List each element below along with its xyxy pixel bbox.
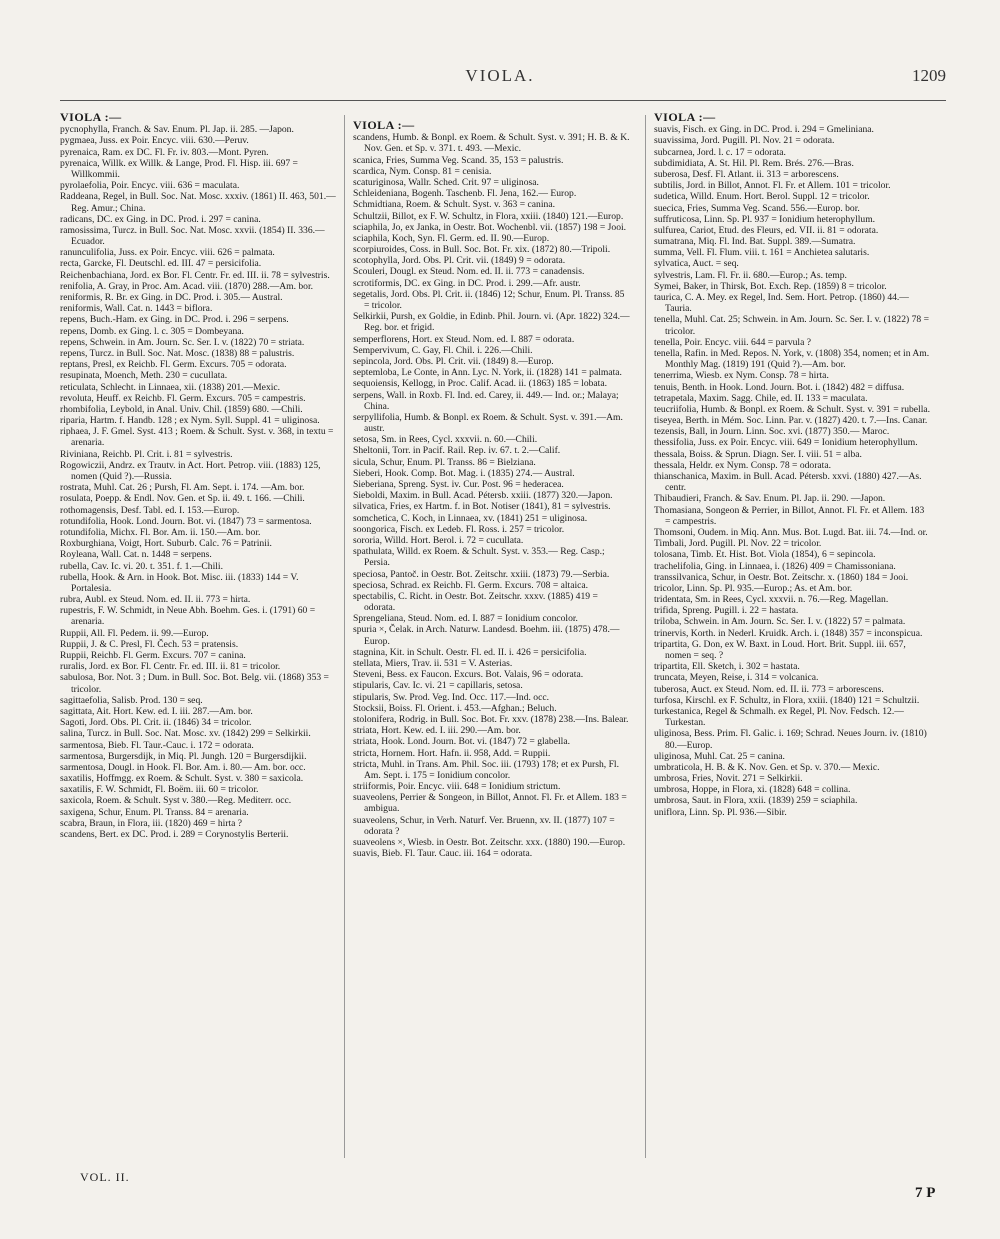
index-entry: reticulata, Schlecht. in Linnaea, xii. (1838) 201.—Mexic. bbox=[60, 381, 281, 393]
index-entry: tenerrima, Wiesb. ex Nym. Consp. 78 = hirta. bbox=[654, 370, 829, 382]
index-entry: rostrata, Muhl. Cat. 26 ; Pursh, Fl. Am. Sept. i. 174. —Am. bor. bbox=[60, 482, 305, 494]
index-entry: stipularis, Sw. Prod. Veg. Ind. Occ. 117.—Ind. occ. bbox=[353, 691, 550, 703]
index-entry: scandens, Humb. & Bonpl. ex Roem. & Schult. Syst. v. 391; H. B. & K. Nov. Gen. et Sp. v. 371. t. 493. —Mexic. bbox=[353, 132, 630, 155]
index-entry: Thomasiana, Songeon & Perrier, in Billot, Annot. Fl. Fr. et Allem. 183 = campestris. bbox=[654, 504, 925, 527]
index-entry: suavis, Fisch. ex Ging. in DC. Prod. i. 294 = Gmeliniana. bbox=[654, 124, 874, 136]
index-entry: Raddeana, Regel, in Bull. Soc. Nat. Mosc. xxxiv. (1861) II. 463, 501.—Reg. Amur.; China. bbox=[60, 191, 336, 214]
index-entry: sicula, Schur, Enum. Pl. Transs. 86 = Bielziana. bbox=[353, 456, 536, 468]
index-entry: sulfurea, Cariot, Etud. des Fleurs, ed. VII. ii. 81 = odorata. bbox=[654, 224, 879, 236]
index-entry: rupestris, F. W. Schmidt, in Neue Abh. Boehm. Ges. i. (1791) 60 = arenaria. bbox=[60, 605, 316, 628]
index-entry: umbrosa, Fries, Novit. 271 = Selkirkii. bbox=[654, 773, 803, 785]
index-entry: soongorica, Fisch. ex Ledeb. Fl. Ross. i. 257 = tricolor. bbox=[353, 523, 565, 535]
index-entry: sudetica, Willd. Enum. Hort. Berol. Suppl. 12 = tricolor. bbox=[654, 191, 870, 203]
index-entry: sagittata, Ait. Hort. Kew. ed. I. iii. 287.—Am. bor. bbox=[60, 705, 253, 717]
index-entry: speciosa, Pantoč. in Oestr. Bot. Zeitschr. xxiii. (1873) 79.—Serbia. bbox=[353, 568, 610, 580]
index-entry: uliginosa, Bess. Prim. Fl. Galic. i. 169; Schrad. Neues Journ. iv. (1810) 80.—Europ. bbox=[654, 728, 927, 751]
index-entry: reniformis, Wall. Cat. n. 1443 = biflora. bbox=[60, 303, 213, 315]
index-entry: sepincola, Jord. Obs. Pl. Crit. vii. (1849) 8.—Europ. bbox=[353, 355, 554, 367]
running-header bbox=[0, 66, 1000, 90]
index-entry: sabulosa, Bor. Not. 3 ; Dum. in Bull. Soc. Bot. Belg. vii. (1868) 353 = tricolor. bbox=[60, 672, 329, 695]
index-entry: trifida, Spreng. Pugill. i. 22 = hastata. bbox=[654, 605, 799, 617]
index-entry: thianschanica, Maxim. in Bull. Acad. Pétersb. xxvi. (1880) 427.—As. centr. bbox=[654, 471, 922, 494]
index-entry: saxatilis, Hoffmgg. ex Roem. & Schult. Syst. v. 380 = saxicola. bbox=[60, 773, 304, 785]
index-entry: subcarnea, Jord. l. c. 17 = odorata. bbox=[654, 146, 786, 158]
index-entry: uniflora, Linn. Sp. Pl. 936.—Sibir. bbox=[654, 806, 787, 818]
index-entry: ruralis, Jord. ex Bor. Fl. Centr. Fr. ed. III. ii. 81 = tricolor. bbox=[60, 661, 281, 673]
index-entry: tenella, Rafin. in Med. Repos. N. York, v. (1808) 354, nomen; et in Am. Monthly Mag. (1819) 191 (Quid ?).—Am. bor. bbox=[654, 347, 930, 371]
index-entry: salina, Turcz. in Bull. Soc. Nat. Mosc. xv. (1842) 299 = Selkirkii. bbox=[60, 728, 311, 740]
index-entry: Stocksii, Boiss. Fl. Orient. i. 453.—Afghan.; Beluch. bbox=[353, 702, 557, 714]
index-entry: reniformis, R. Br. ex Ging. in DC. Prod. i. 305.— Austral. bbox=[60, 292, 283, 303]
index-entry: triloba, Schwein. in Am. Journ. Sc. Ser. I. v. (1822) 57 = palmata. bbox=[654, 616, 906, 628]
index-entry: sororia, Willd. Hort. Berol. i. 72 = cucullata. bbox=[353, 534, 524, 546]
index-entry: saxatilis, F. W. Schmidt, Fl. Boëm. iii. 60 = tricolor. bbox=[60, 784, 259, 796]
index-entry: umbrosa, Saut. in Flora, xxii. (1839) 259 = sciaphila. bbox=[654, 795, 858, 807]
index-entry: tenella, Poir. Encyc. viii. 644 = parvula ? bbox=[654, 336, 812, 348]
index-entry: thessala, Heldr. ex Nym. Consp. 78 = odorata. bbox=[654, 459, 832, 471]
index-entry: trachelifolia, Ging. in Linnaea, i. (1826) 409 = Chamissoniana. bbox=[654, 560, 896, 572]
column-heading: VIOLA :— bbox=[60, 110, 122, 124]
index-entry: sarmentosa, Burgersdijk, in Miq. Pl. Jungh. 120 = Burgersdijkii. bbox=[60, 750, 307, 762]
index-entry: Riviniana, Reichb. Pl. Crit. i. 81 = sylvestris. bbox=[60, 448, 233, 460]
index-entry: spuria ×, Čelak. in Arch. Naturw. Landesd. Boehm. iii. (1875) 478.—Europ. bbox=[353, 624, 620, 647]
index-entry: Selkirkii, Pursh, ex Goldie, in Edinb. Phil. Journ. vi. (Apr. 1822) 324.—Reg. bor. et frigid. bbox=[353, 311, 630, 334]
column-divider bbox=[344, 115, 345, 1158]
index-entry: saxigena, Schur, Enum. Pl. Transs. 84 = arenaria. bbox=[60, 806, 249, 818]
index-entry: pygmaea, Juss. ex Poir. Encyc. viii. 630.—Peruv. bbox=[60, 135, 249, 147]
index-entry: suaveolens, Perrier & Songeon, in Billot, Annot. Fl. Fr. et Allem. 183 = ambigua. bbox=[353, 792, 627, 815]
header-rule bbox=[60, 100, 946, 101]
index-entry: serpens, Wall. in Roxb. Fl. Ind. ed. Carey, ii. 449.— Ind. or.; Malaya; China. bbox=[353, 389, 619, 412]
index-entry: repens, Buch.-Ham. ex Ging. in DC. Prod. i. 296 = serpens. bbox=[60, 314, 289, 326]
index-entry: tiseyea, Berth. in Mém. Soc. Linn. Par. v. (1827) 420. t. 7.—Ins. Canar. bbox=[654, 415, 928, 427]
index-entry: Ruppii, Reichb. Fl. Germ. Excurs. 707 = canina. bbox=[60, 650, 246, 661]
index-entry: radicans, DC. ex Ging. in DC. Prod. i. 297 = canina. bbox=[60, 213, 261, 225]
index-entry: Sprengeliana, Steud. Nom. ed. I. 887 = Ionidium concolor. bbox=[353, 613, 578, 625]
index-entry: scotophylla, Jord. Obs. Pl. Crit. vii. (1849) 9 = odorata. bbox=[353, 255, 566, 267]
index-entry: turfosa, Kirschl. ex F. Schultz, in Flora, xxiii. (1840) 121 = Schultzii. bbox=[654, 694, 920, 706]
column-1 bbox=[60, 112, 338, 840]
index-entry: segetalis, Jord. Obs. Pl. Crit. ii. (1846) 12; Schur, Enum. Pl. Transs. 85 = tricolor. bbox=[353, 288, 625, 311]
index-entry: Roxburghiana, Voigt, Hort. Suburb. Calc. 76 = Patrinii. bbox=[60, 538, 272, 550]
index-entry: rotundifolia, Michx. Fl. Bor. Am. ii. 150.—Am. bor. bbox=[60, 526, 261, 538]
column-heading: VIOLA :— bbox=[353, 118, 415, 132]
index-entry: scanica, Fries, Summa Veg. Scand. 35, 153 = palustris. bbox=[353, 154, 564, 166]
index-entry: septemloba, Le Conte, in Ann. Lyc. N. York, ii. (1828) 141 = palmata. bbox=[353, 367, 622, 379]
index-entry: ramosissima, Turcz. in Bull. Soc. Nat. Mosc. xxvii. (1854) II. 336.—Ecuador. bbox=[60, 224, 325, 248]
index-entry: recta, Garcke, Fl. Deutschl. ed. III. 47 = persicifolia. bbox=[60, 258, 262, 270]
index-entry: tridentata, Sm. in Rees, Cycl. xxxvii. n. 76.—Reg. Magellan. bbox=[654, 594, 889, 606]
index-entry: Ruppii, All. Fl. Pedem. ii. 99.—Europ. bbox=[60, 627, 209, 639]
index-entry: Thomsoni, Oudem. in Miq. Ann. Mus. Bot. Lugd. Bat. iii. 74.—Ind. or. bbox=[654, 526, 928, 538]
index-entry: scardica, Nym. Consp. 81 = cenisia. bbox=[353, 165, 492, 177]
index-entry: riparia, Hartm. f. Handb. 128 ; ex Nym. Syll. Suppl. 41 = uliginosa. bbox=[60, 415, 320, 427]
index-entry: Sieberi, Hook. Comp. Bot. Mag. i. (1835) 274.— Austral. bbox=[353, 467, 575, 479]
page-number: 1209 bbox=[912, 66, 946, 85]
index-entry: suffruticosa, Linn. Sp. Pl. 937 = Ionidium heterophyllum. bbox=[654, 213, 876, 225]
index-entry: Schmidtiana, Roem. & Schult. Syst. v. 363 = canina. bbox=[353, 199, 555, 211]
index-entry: striata, Hort. Kew. ed. I. iii. 290.—Am. bor. bbox=[353, 725, 521, 737]
index-entry: trinervis, Korth. in Nederl. Kruidk. Arch. i. (1848) 357 = inconspicua. bbox=[654, 627, 923, 639]
index-entry: umbrosa, Hoppe, in Flora, xi. (1828) 648 = collina. bbox=[654, 784, 851, 796]
index-entry: stolonifera, Rodrig. in Bull. Soc. Bot. Fr. xxv. (1878) 238.—Ins. Balear. bbox=[353, 713, 629, 725]
index-entry: thessala, Boiss. & Sprun. Diagn. Ser. I. viii. 51 = alba. bbox=[654, 448, 862, 460]
index-entry: Sheltonii, Torr. in Pacif. Rail. Rep. iv. 67. t. 2.—Calif. bbox=[353, 445, 561, 457]
index-entry: taurica, C. A. Mey. ex Regel, Ind. Sem. Hort. Petrop. (1860) 44.—Tauria. bbox=[654, 292, 909, 315]
index-entry: striiformis, Poir. Encyc. viii. 648 = Ionidium strictum. bbox=[353, 781, 561, 793]
index-entry: sciaphila, Koch, Syn. Fl. Germ. ed. II. 90.—Europ. bbox=[353, 232, 550, 244]
index-entry: scabra, Braun, in Flora, iii. (1820) 469 = hirta ? bbox=[60, 817, 243, 829]
index-entry: scorpiuroides, Coss. in Bull. Soc. Bot. Fr. xix. (1872) 80.—Tripoli. bbox=[353, 244, 611, 256]
page-title: VIOLA. bbox=[465, 66, 535, 85]
index-entry: stricta, Hornem. Hort. Hafn. ii. 958, Add. = Ruppii. bbox=[353, 747, 551, 759]
column-heading: VIOLA :— bbox=[654, 110, 716, 124]
index-entry: suavissima, Jord. Pugill. Pl. Nov. 21 = odorata. bbox=[654, 135, 835, 147]
index-entry: pyrenaica, Willk. ex Willk. & Lange, Prod. Fl. Hisp. iii. 697 = Willkommii. bbox=[60, 157, 298, 180]
index-entry: suaveolens ×, Wiesb. in Oestr. Bot. Zeitschr. xxx. (1880) 190.—Europ. bbox=[353, 837, 626, 848]
index-entry: Schultzii, Billot, ex F. W. Schultz, in Flora, xxiii. (1840) 121.—Europ. bbox=[353, 210, 624, 222]
volume-label: VOL. II. bbox=[80, 1170, 130, 1184]
index-entry: rotundifolia, Hook. Lond. Journ. Bot. vi. (1847) 73 = sarmentosa. bbox=[60, 515, 312, 527]
index-entry: Scouleri, Dougl. ex Steud. Nom. ed. II. ii. 773 = canadensis. bbox=[353, 266, 585, 278]
index-entry: stricta, Muhl. in Trans. Am. Phil. Soc. iii. (1793) 178; et ex Pursh, Fl. Am. Sept. i. 175 = Ionidium concolor. bbox=[353, 758, 619, 781]
index-entry: sylvatica, Auct. = seq. bbox=[654, 258, 739, 270]
index-entry: tenuis, Benth. in Hook. Lond. Journ. Bot. i. (1842) 482 = diffusa. bbox=[654, 381, 905, 393]
column-3 bbox=[654, 112, 932, 818]
index-entry: repens, Turcz. in Bull. Soc. Nat. Mosc. (1838) 88 = palustris. bbox=[60, 347, 295, 359]
index-entry: somchetica, C. Koch, in Linnaea, xv. (1841) 251 = uliginosa. bbox=[353, 512, 588, 524]
index-entry: scandens, Bert. ex DC. Prod. i. 289 = Corynostylis Berterii. bbox=[60, 829, 289, 840]
index-entry: sagittaefolia, Salisb. Prod. 130 = seq. bbox=[60, 694, 203, 706]
index-entry: silvatica, Fries, ex Hartm. f. in Bot. Notiser (1841), 81 = sylvestris. bbox=[353, 501, 611, 513]
index-entry: pycnophylla, Franch. & Sav. Enum. Pl. Jap. ii. 285. —Japon. bbox=[60, 124, 294, 136]
index-entry: Sempervivum, C. Gay, Fl. Chil. i. 226.—Chili. bbox=[353, 344, 533, 356]
index-entry: sarmentosa, Bieb. Fl. Taur.-Cauc. i. 172 = odorata. bbox=[60, 739, 254, 751]
index-entry: reptans, Presl, ex Reichb. Fl. Germ. Excurs. 705 = odorata. bbox=[60, 359, 287, 371]
index-entry: stagnina, Kit. in Schult. Oestr. Fl. ed. II. i. 426 = persicifolia. bbox=[353, 646, 587, 658]
index-entry: serpyllifolia, Humb. & Bonpl. ex Roem. & Schult. Syst. v. 391.—Am. austr. bbox=[353, 411, 623, 435]
index-entry: rubra, Aubl. ex Steud. Nom. ed. II. ii. 773 = hirta. bbox=[60, 594, 251, 606]
index-entry: striata, Hook. Lond. Journ. Bot. vi. (1847) 72 = glabella. bbox=[353, 736, 570, 748]
index-entry: uliginosa, Muhl. Cat. 25 = canina. bbox=[654, 750, 785, 762]
signature-mark: 7 P bbox=[915, 1185, 936, 1201]
index-entry: saxicola, Roem. & Schult. Syst v. 380.—Reg. Mediterr. occ. bbox=[60, 795, 292, 807]
index-entry: pyrenaica, Ram. ex DC. Fl. Fr. iv. 803.—Mont. Pyren. bbox=[60, 146, 269, 158]
index-entry: suecica, Fries, Summa Veg. Scand. 556.—Europ. bor. bbox=[654, 202, 860, 214]
index-entry: tricolor, Linn. Sp. Pl. 935.—Europ.; As. et Am. bor. bbox=[654, 582, 853, 594]
index-entry: scrotiformis, DC. ex Ging. in DC. Prod. i. 299.—Afr. austr. bbox=[353, 277, 581, 289]
index-entry: setosa, Sm. in Rees, Cycl. xxxvii. n. 60.—Chili. bbox=[353, 434, 538, 446]
index-entry: Thibaudieri, Franch. & Sav. Enum. Pl. Jap. ii. 290. —Japon. bbox=[654, 493, 886, 505]
index-entry: stellata, Miers, Trav. ii. 531 = V. Asterias. bbox=[353, 658, 513, 669]
index-entry: tezensis, Ball, in Journ. Linn. Soc. xvi. (1877) 350.— Maroc. bbox=[654, 426, 890, 438]
index-entry: tuberosa, Auct. ex Steud. Nom. ed. II. ii. 773 = arborescens. bbox=[654, 683, 884, 695]
column-divider bbox=[645, 115, 646, 1158]
index-entry: rhombifolia, Leybold, in Anal. Univ. Chil. (1859) 680. —Chili. bbox=[60, 403, 303, 415]
index-entry: rubella, Cav. Ic. vi. 20. t. 351. f. 1.—Chili. bbox=[60, 560, 223, 572]
index-entry: Sagoti, Jord. Obs. Pl. Crit. ii. (1846) 34 = tricolor. bbox=[60, 717, 252, 729]
index-entry: subtilis, Jord. in Billot, Annot. Fl. Fr. et Allem. 101 = tricolor. bbox=[654, 180, 891, 192]
index-entry: sarmentosa, Dougl. in Hook. Fl. Bor. Am. i. 80.— Am. bor. occ. bbox=[60, 761, 306, 773]
index-entry: umbraticola, H. B. & K. Nov. Gen. et Sp. v. 370.— Mexic. bbox=[654, 761, 880, 773]
index-entry: tetrapetala, Maxim. Sagg. Chile, ed. II. 133 = maculata. bbox=[654, 392, 868, 404]
index-entry: spathulata, Willd. ex Roem. & Schult. Syst. v. 353.— Reg. Casp.; Persia. bbox=[353, 546, 605, 569]
index-entry: Reichenbachiana, Jord. ex Bor. Fl. Centr. Fr. ed. III. ii. 78 = sylvestris. bbox=[60, 269, 330, 281]
index-entry: Symei, Baker, in Thirsk, Bot. Exch. Rep. (1859) 8 = tricolor. bbox=[654, 280, 887, 292]
index-entry: rosulata, Poepp. & Endl. Nov. Gen. et Sp. ii. 49. t. 166. —Chili. bbox=[60, 493, 305, 505]
index-entry: sumatrana, Miq. Fl. Ind. Bat. Suppl. 389.—Sumatra. bbox=[654, 236, 856, 248]
index-entry: scaturiginosa, Wallr. Sched. Crit. 97 = uliginosa. bbox=[353, 176, 539, 188]
index-entry: sylvestris, Lam. Fl. Fr. ii. 680.—Europ.; As. temp. bbox=[654, 269, 847, 281]
index-entry: tenella, Muhl. Cat. 25; Schwein. in Am. Journ. Sc. Ser. I. v. (1822) 78 = tricolor. bbox=[654, 314, 929, 337]
index-entry: rothomagensis, Desf. Tabl. ed. I. 153.—Europ. bbox=[60, 504, 240, 516]
index-entry: semperflorens, Hort. ex Steud. Nom. ed. I. 887 = odorata. bbox=[353, 333, 575, 345]
index-entry: suaveolens, Schur, in Verh. Naturf. Ver. Bruenn, xv. II. (1877) 107 = odorata ? bbox=[353, 814, 615, 837]
index-entry: rubella, Hook. & Arn. in Hook. Bot. Misc. iii. (1833) 144 = V. Portalesia. bbox=[60, 571, 299, 594]
index-entry: tolosana, Timb. Et. Hist. Bot. Viola (1854), 6 = sepincola. bbox=[654, 549, 876, 561]
index-entry: resupinata, Moench, Meth. 230 = cucullata. bbox=[60, 370, 228, 382]
index-entry: Rogowiczii, Andrz. ex Trautv. in Act. Hort. Petrop. viii. (1883) 125, nomen (Quid ?).—Russia. bbox=[60, 459, 321, 482]
index-entry: tripartita, Ell. Sketch, i. 302 = hastata. bbox=[654, 661, 800, 673]
index-entry: turkestanica, Regel & Schmalh. ex Regel, Pl. Nov. Fedsch. 12.—Turkestan. bbox=[654, 705, 904, 729]
index-entry: truncata, Meyen, Reise, i. 314 = volcanica. bbox=[654, 672, 819, 684]
index-entry: Schleidenianа, Bogenh. Taschenb. Fl. Jena, 162.— Europ. bbox=[353, 188, 577, 200]
index-entry: riphaea, J. F. Gmel. Syst. 413 ; Roem. & Schult. Syst. v. 368, in textu = arenaria. bbox=[60, 426, 334, 449]
index-entry: thessifolia, Juss. ex Poir. Encyc. viii. 649 = Ionidium heterophyllum. bbox=[654, 437, 918, 449]
index-entry: sciaphila, Jo, ex Janka, in Oestr. Bot. Wochenbl. vii. (1857) 198 = Jooi. bbox=[353, 221, 627, 233]
index-entry: summa, Vell. Fl. Flum. viii. t. 161 = Anchietea salutaris. bbox=[654, 247, 870, 259]
index-entry: renifolia, A. Gray, in Proc. Am. Acad. viii. (1870) 288.—Am. bor. bbox=[60, 280, 314, 292]
index-entry: pyrolaefolia, Poir. Encyc. viii. 636 = maculata. bbox=[60, 180, 240, 192]
index-entry: sequoiensis, Kellogg, in Proc. Calif. Acad. ii. (1863) 185 = lobata. bbox=[353, 378, 608, 390]
index-entry: Steveni, Bess. ex Faucon. Excurs. Bot. Valais, 96 = odorata. bbox=[353, 669, 584, 681]
index-entry: speciosa, Schrad. ex Reichb. Fl. Germ. Excurs. 708 = altaica. bbox=[353, 579, 589, 591]
index-entry: suberosa, Desf. Fl. Atlant. ii. 313 = arborescens. bbox=[654, 168, 839, 180]
index-entry: Royleana, Wall. Cat. n. 1448 = serpens. bbox=[60, 549, 212, 561]
index-entry: teucriifolia, Humb. & Bonpl. ex Roem. & Schult. Syst. v. 391 = rubella. bbox=[654, 403, 931, 415]
index-entry: Sieberiana, Spreng. Syst. iv. Cur. Post. 96 = hederacea. bbox=[353, 479, 564, 490]
index-entry: stipularis, Cav. Ic. vi. 21 = capillaris, setosa. bbox=[353, 680, 523, 692]
column-2 bbox=[353, 120, 631, 859]
index-entry: suavis, Bieb. Fl. Taur. Cauc. iii. 164 = odorata. bbox=[353, 848, 533, 860]
index-entry: revoluta, Heuff. ex Reichb. Fl. Germ. Excurs. 705 = campestris. bbox=[60, 392, 306, 404]
index-entry: spectabilis, C. Richt. in Oestr. Bot. Zeitschr. xxxv. (1885) 419 = odorata. bbox=[353, 590, 598, 614]
index-entry: ranunculifolia, Juss. ex Poir. Encyc. viii. 626 = palmata. bbox=[60, 247, 275, 259]
index-entry: subdimidiata, A. St. Hil. Pl. Rem. Brés. 276.—Bras. bbox=[654, 157, 854, 169]
index-entry: transsilvanica, Schur, in Oestr. Bot. Zeitschr. x. (1860) 184 = Jooi. bbox=[654, 571, 909, 583]
index-entry: Sieboldi, Maxim. in Bull. Acad. Pétersb. xxiii. (1877) 320.—Japon. bbox=[353, 490, 613, 502]
index-entry: repens, Domb. ex Ging. l. c. 305 = Dombeyana. bbox=[60, 325, 244, 337]
index-entry: repens, Schwein. in Am. Journ. Sc. Ser. I. v. (1822) 70 = striata. bbox=[60, 336, 305, 348]
index-entry: Ruppii, J. & C. Presl, Fl. Čech. 53 = pratensis. bbox=[60, 638, 239, 650]
index-entry: tripartita, G. Don, ex W. Baxt. in Loud. Hort. Brit. Suppl. iii. 657, nomen = seq. ? bbox=[654, 638, 906, 661]
index-entry: Timbali, Jord. Pugill. Pl. Nov. 22 = tricolor. bbox=[654, 538, 822, 550]
